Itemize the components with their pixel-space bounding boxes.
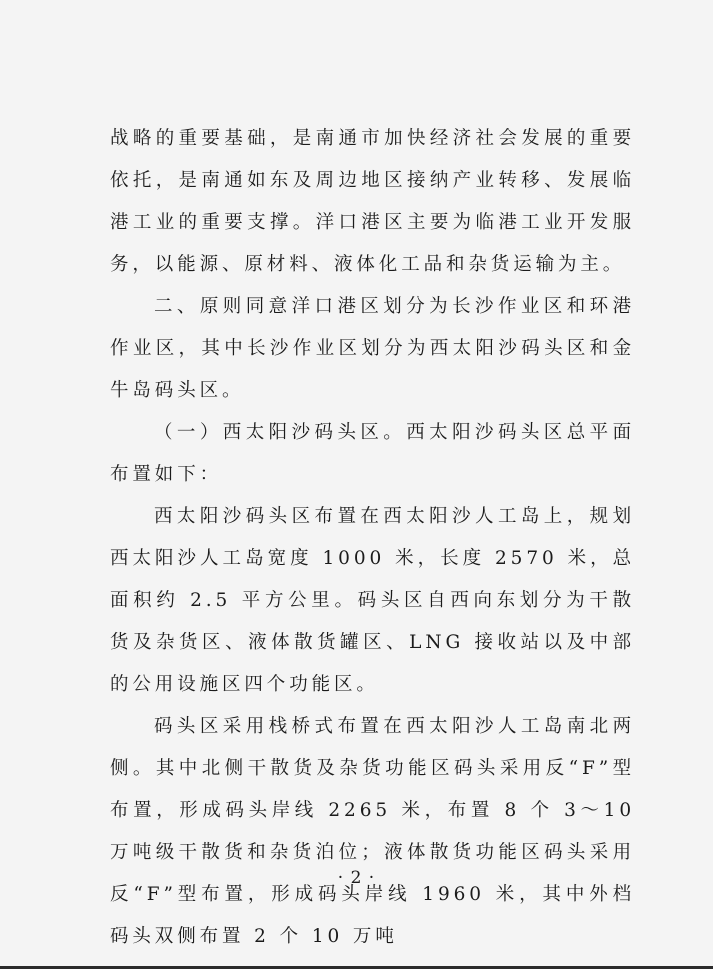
paragraph-3: （一）西太阳沙码头区。西太阳沙码头区总平面布置如下： [110, 422, 635, 485]
document-body [110, 118, 635, 958]
paragraph-2: 二、原则同意洋口港区划分为长沙作业区和环港作业区，其中长沙作业区划分为西太阳沙码头区和金牛岛码头区。 [110, 296, 635, 401]
paragraph-5: 码头区采用栈桥式布置在西太阳沙人工岛南北两侧。其中北侧干散货及杂货功能区码头采用反“F”型布置，形成码头岸线 2265 米，布置 8 个 3～10 万吨级干散货和杂货泊位；液体散货功能区码头采用反“F”型布置，形成码头岸线 1960 米，其中外档码头双侧布置 2 个 10 万吨 [110, 716, 635, 947]
paragraph-4: 西太阳沙码头区布置在西太阳沙人工岛上，规划西太阳沙人工岛宽度 1000 米，长度 2570 米，总面积约 2.5 平方公里。码头区自西向东划分为干散货及杂货区、液体散货罐区、LNG 接收站以及中部的公用设施区四个功能区。 [110, 506, 635, 695]
page-number: · 2 · [337, 868, 376, 888]
paragraph-1: 战略的重要基础，是南通市加快经济社会发展的重要依托，是南通如东及周边地区接纳产业转移、发展临港工业的重要支撑。洋口港区主要为临港工业开发服务，以能源、原材料、液体化工品和杂货运输为主。 [110, 128, 635, 275]
